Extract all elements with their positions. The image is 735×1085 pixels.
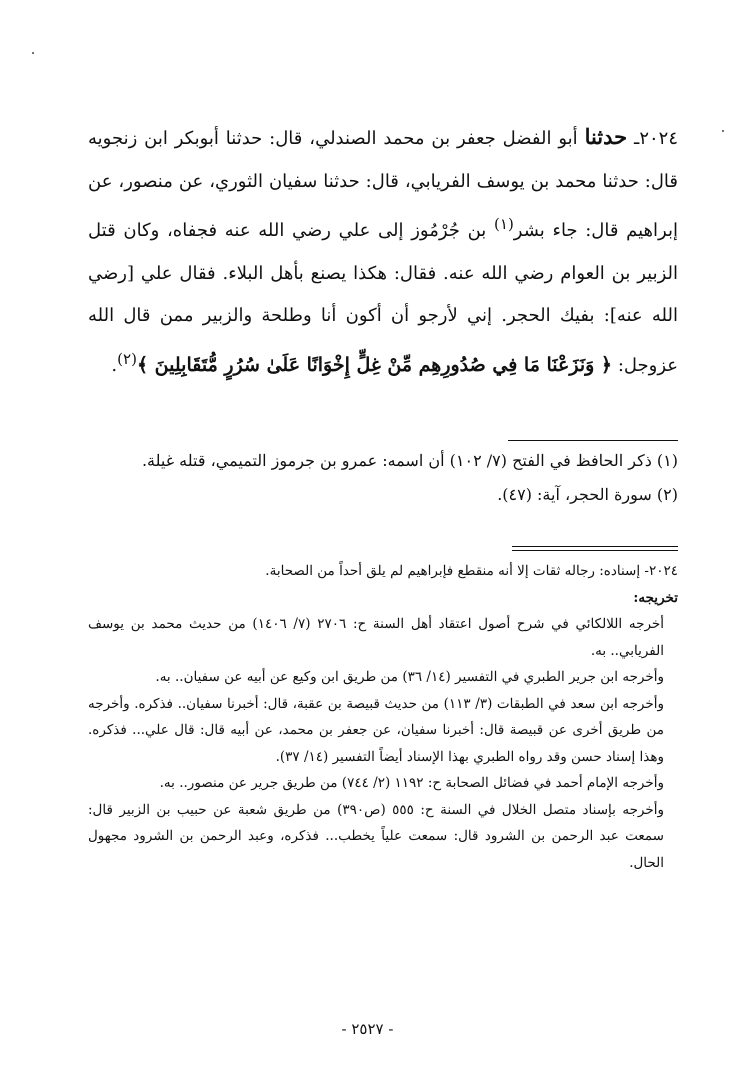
hadith-isnad-text: أبو الفضل جعفر بن محمد الصندلي، قال: حدثنا أبوبكر ابن زنجويه قال: حدثنا محمد بن يوسف الفريابي، قال: حدثنا سفيان الثوري، عن منصور، عن إبراهيم قال: جاء بشر <box>88 128 678 241</box>
scan-speck <box>32 52 34 54</box>
takhrij-paragraph: وأخرجه الإمام أحمد في فضائل الصحابة ح: ١١٩٢ (٢/ ٧٤٤) من طريق جرير عن منصور.. به. <box>159 775 664 791</box>
isnad-note: ٢٠٢٤- إسناده: رجاله ثقات إلا أنه منقطع فإبراهيم لم يلق أحداً من الصحابة. <box>265 563 678 579</box>
hadith-text <box>88 116 678 387</box>
takhrij-paragraph: وأخرجه بإسناد متصل الخلال في السنة ح: ٥٥٥ (ص٣٩٠) من طريق شعبة عن حبيب بن الزبير قال: سمعت عبد الرحمن بن الشرود قال: سمعت علياً يخطب... فذكره، وعبد الرحمن بن الشرود مجهول الحال. <box>88 801 664 871</box>
footnote-2: (٢) سورة الحجر، آية: (٤٧). <box>497 485 678 504</box>
hadith-number: ٢٠٢٤ـ <box>634 128 678 149</box>
footnotes <box>88 447 678 515</box>
hadith-paragraph <box>88 116 678 387</box>
footnote-separator <box>508 440 678 441</box>
hadith-matn-text: بن جُرْمُوز إلى علي رضي الله عنه فجفاه، وكان قتل الزبير بن العوام رضي الله عنه. فقال: هكذا يصنع بأهل البلاء. فقال علي [رضي الله عنه]: بفيك الحجر. إني لأرجو أن أكون أنا وطلحة والزبير ممن قال الله عزوجل: <box>88 220 678 376</box>
hadith-end-punct: . <box>111 354 118 376</box>
footnote-1: (١) ذكر الحافظ في الفتح (٧/ ١٠٢) أن اسمه: عمرو بن جرموز التميمي، قتله غيلة. <box>141 451 678 470</box>
quran-verse: ﴿ وَنَزَعْنَا مَا فِي صُدُورِهِم مِّنْ غِلٍّ إِخْوَانًا عَلَىٰ سُرُرٍ مُّتَقَابِلِينَ ﴾ <box>136 353 613 376</box>
takhrij-section <box>88 558 678 876</box>
takhrij-paragraph: أخرجه اللالكائي في شرح أصول اعتقاد أهل السنة ح: ٢٧٠٦ (٧/ ١٤٠٦) من حديث محمد بن يوسف الفريابي.. به. <box>88 616 664 659</box>
takhrij-separator <box>512 546 678 551</box>
page-number: - ٢٥٢٧ - <box>341 1020 394 1038</box>
footnote-ref-1: (١) <box>494 215 514 233</box>
takhrij-paragraph: وأخرجه ابن جرير الطبري في التفسير (١٤/ ٣٦) من طريق ابن وكيع عن أبيه عن سفيان.. به. <box>155 669 664 685</box>
takhrij-heading: تخريجه: <box>633 589 678 606</box>
footnote-ref-2: (٢) <box>117 349 137 368</box>
takhrij-paragraph: وأخرجه ابن سعد في الطبقات (٣/ ١١٣) من حديث قبيصة بن عقبة، قال: أخبرنا سفيان.. فذكره. وأخرجه من طريق أخرى عن قبيصة قال: أخبرنا سفيان، عن جعفر بن محمد، عن أبيه قال: قال علي... فذكره. وهذا إسناد حسن وقد رواه الطبري بهذا الإسناد أيضاً التفسير (١٤/ ٣٧). <box>88 695 664 765</box>
scan-speck <box>722 130 724 132</box>
hadith-lead-word: حدثنا <box>584 124 628 149</box>
